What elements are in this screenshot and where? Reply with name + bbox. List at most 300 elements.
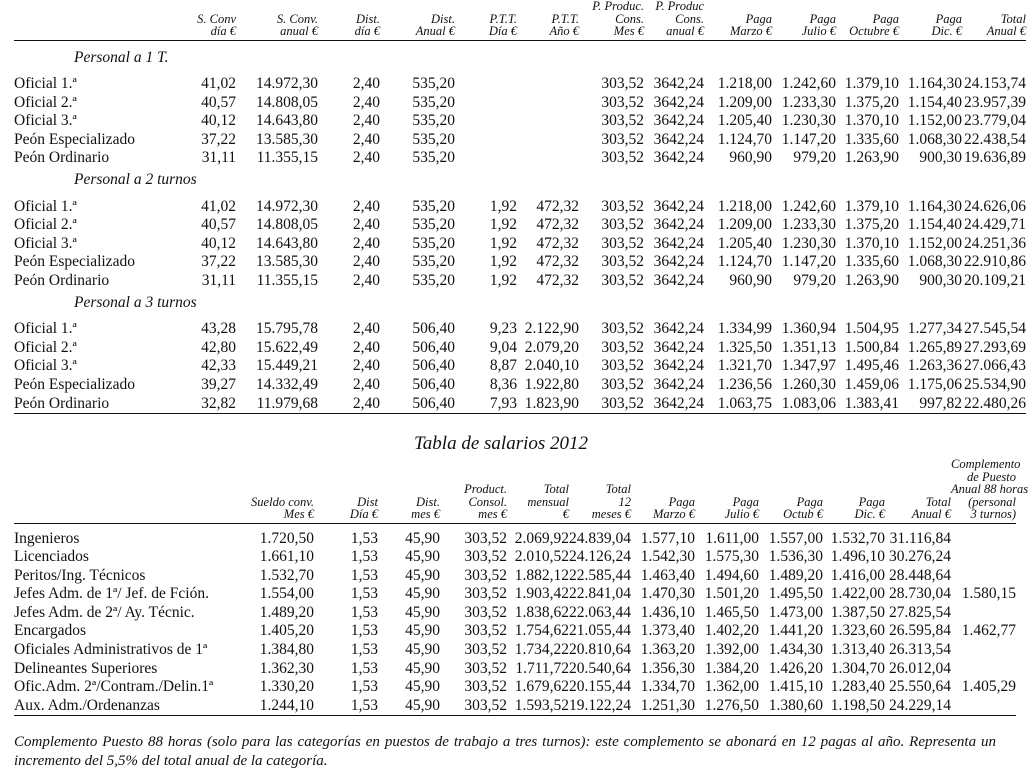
table-row [14,94,1026,113]
table-cell: 900,30 [919,149,962,167]
table-cell [951,641,1016,660]
table-cell: 31,11 [201,272,236,290]
table-cell: 24.429,71 [964,216,1026,234]
column-header: S. Conv. anual € [236,0,318,40]
table-cell: 1.462,77 [961,622,1016,640]
table-cell: 26.012,04 [889,659,951,677]
table-cell: 1,53 [350,641,378,659]
table-cell: 1.209,00 [717,93,772,111]
table-cell: 1.384,20 [704,659,759,677]
table-cell: 1.500,84 [844,338,899,356]
table-cell: 1.387,50 [830,603,885,621]
table-cell: 1.265,89 [907,338,962,356]
table-cell: 14.808,05 [256,216,318,234]
table-cell: 1.370,10 [844,234,899,252]
table-cell: 1.205,40 [717,112,772,130]
column-header: Total mensual € [507,458,569,523]
table-cell: 11.979,68 [236,395,318,414]
table-cell: 22.841,04 [569,585,631,603]
table-cell: 42,80 [201,338,236,356]
table-cell: 9,23 [489,320,517,338]
table-cell: 535,20 [412,93,455,111]
table-cell: 1.242,60 [781,75,836,93]
table-cell: 14.643,80 [256,234,318,252]
table-cell: 2,40 [352,272,380,290]
table-cell: 14.808,05 [256,93,318,111]
row-label: Oficial 3.ª [14,112,77,130]
table-cell [951,660,1016,679]
table-cell: 22.910,86 [964,253,1026,271]
table-cell: 14.332,49 [256,376,318,393]
table-cell: 45,90 [405,603,440,621]
row-label: Aux. Adm./Ordenanzas [14,697,224,716]
table-cell: 1.147,20 [781,130,836,148]
table-cell: 45,90 [405,529,440,547]
row-label: Jefes Adm. de 2ª/ Ay. Técnic. [14,603,195,621]
table-cell: 1.263,90 [844,272,899,290]
table-cell: 1.154,40 [907,93,962,111]
table-cell: 7,93 [455,395,517,414]
table-cell: 303,52 [464,529,507,547]
table-cell: 1.251,30 [631,697,695,716]
table-cell: 3642,24 [653,376,704,393]
table-cell: 1.823,90 [517,395,579,414]
table-cell: 303,52 [601,320,644,338]
table-cell [951,697,1016,716]
table-cell: 32,82 [190,395,236,414]
table-cell: 1,53 [350,659,378,677]
column-header: Dist. día € [318,0,380,40]
table-row [14,641,1016,660]
table-cell: 23.779,04 [964,112,1026,130]
table-cell: 535,20 [412,234,455,252]
table-cell: 960,90 [729,149,772,167]
table-cell: 1,53 [350,529,378,547]
table-cell: 45,90 [405,641,440,659]
row-label: Peón Especializado [14,130,135,148]
table-row [14,131,1026,150]
table-cell: 1.260,30 [781,376,836,393]
table-cell: 506,40 [412,376,455,393]
column-header: Total 12 meses € [569,458,631,523]
table-cell: 303,52 [601,149,644,167]
table-cell: 15.795,78 [256,320,318,338]
table-cell: 1.276,50 [695,697,759,716]
table-cell: 1.495,46 [844,357,899,375]
column-header: Paga Marzo € [631,458,695,523]
table-cell: 535,20 [412,112,455,130]
table-cell: 1,53 [350,566,378,584]
table-cell: 45,90 [405,566,440,584]
table-cell: 3642,24 [653,149,704,167]
table-cell: 1.470,30 [640,585,695,603]
table-cell: 27.825,54 [889,603,951,621]
table-cell: 24.126,24 [569,548,631,566]
table-cell: 22.585,44 [569,566,631,584]
table-cell: 25.550,64 [889,678,951,696]
table-row [14,339,1026,358]
table-row [14,112,1026,131]
row-label: Oficial 2.ª [14,338,77,356]
table-cell: 27.545,54 [964,320,1026,338]
table-row [14,272,1026,291]
table-cell: 1.263,90 [844,149,899,167]
table-cell: 1.392,00 [704,641,759,659]
column-header: Complemento de Puesto Anual 88 horas (personal 3 turnos) [951,457,1028,521]
table-row [14,697,1016,716]
table-row [14,530,1016,549]
column-header: Paga Octub € [759,458,823,523]
table-cell: 41,02 [201,75,236,93]
table-cell: 303,52 [440,697,507,716]
table-cell: 14.972,30 [256,197,318,215]
table-cell: 2,40 [352,149,380,167]
table-row [14,604,1016,623]
table-cell: 3642,24 [653,338,704,356]
table-cell [517,149,579,168]
table-cell: 15.449,21 [256,357,318,375]
table-cell: 26.595,84 [889,622,951,640]
table-cell: 1,53 [314,697,378,716]
table-cell: 2.010,52 [514,548,569,566]
table-row [14,585,1016,604]
table-cell: 1,53 [350,548,378,566]
table-cell [455,75,517,94]
table-cell: 14.643,80 [256,112,318,130]
table-cell: 40,57 [201,216,236,234]
table-cell: 1.325,50 [717,338,772,356]
table-cell: 45,90 [405,622,440,640]
table-cell: 1.218,00 [717,75,772,93]
column-header: Paga Dic. € [899,0,962,40]
table-row [14,216,1026,235]
table-cell: 42,33 [201,357,236,375]
table-row [14,320,1026,339]
table-cell: 303,52 [601,338,644,356]
table-cell: 1.313,40 [830,641,885,659]
table-cell: 303,52 [601,253,644,271]
table-cell: 15.622,49 [256,338,318,356]
column-header: Sueldo conv. Mes € [224,458,314,523]
column-header: Paga Marzo € [704,0,772,40]
column-header: P. Produc Cons. anual € [644,0,704,40]
table-cell: 1.124,70 [717,253,772,271]
table-cell: 1,53 [350,585,378,603]
table-cell: 1,53 [350,678,378,696]
table-cell [951,530,1016,549]
table-cell: 1.882,12 [514,566,569,584]
table-cell: 20.810,64 [569,641,631,659]
table-cell: 979,20 [793,272,836,290]
table-cell: 2.079,20 [524,338,579,356]
table-row [14,357,1026,376]
table-row [14,548,1016,567]
table-cell: 1.379,10 [844,75,899,93]
table-cell [951,548,1016,567]
table-cell: 1.083,06 [772,395,836,414]
table-cell: 1.244,10 [224,697,314,716]
table-row [14,235,1026,254]
table-cell: 506,40 [380,395,455,414]
table-cell [951,604,1016,623]
table-row [14,622,1016,641]
table-cell: 24.251,36 [964,234,1026,252]
table-cell: 997,82 [899,395,962,414]
row-label: Oficial 3.ª [14,234,77,252]
table-cell: 535,20 [412,130,455,148]
row-label: Oficial 1.ª [14,75,77,93]
table-cell: 1.383,41 [836,395,899,414]
table-cell: 45,90 [405,548,440,566]
table-cell: 2,40 [352,234,380,252]
table-cell: 1.233,30 [781,216,836,234]
column-header: Paga Julio € [695,458,759,523]
table-cell: 3642,24 [653,197,704,215]
table-cell: 1,92 [489,272,517,290]
table-cell: 31,11 [201,149,236,167]
table-cell: 1.575,30 [704,548,759,566]
row-label: Peón Ordinario [14,272,110,290]
table-cell: 1.152,00 [907,234,962,252]
table-cell: 303,52 [464,678,507,696]
table-cell: 1.434,30 [768,641,823,659]
table-cell: 1.557,00 [768,529,823,547]
table-cell: 2,40 [352,253,380,271]
table-cell: 1.489,20 [259,603,314,621]
table-cell: 3642,24 [653,216,704,234]
column-header: Total Anual € [962,0,1026,40]
table-cell: 2,40 [352,75,380,93]
table-cell: 303,52 [464,566,507,584]
table-cell: 41,02 [201,197,236,215]
table-row [14,253,1026,272]
table-row [14,660,1016,679]
row-label: Peón Especializado [14,376,135,393]
column-header: P. Produc. Cons. Mes € [579,0,644,40]
table-cell: 22.063,44 [569,603,631,621]
table-cell: 1.164,30 [907,197,962,215]
table-cell: 23.957,39 [964,93,1026,111]
column-header: P.T.T. Día € [455,0,517,40]
table-cell: 303,52 [464,603,507,621]
table-cell: 472,32 [536,234,579,252]
table-cell: 1.230,30 [781,234,836,252]
table-cell: 3642,24 [653,320,704,338]
table-cell [951,567,1016,586]
row-label: Peón Ordinario [14,395,190,414]
table-cell: 1.347,97 [781,357,836,375]
table-cell: 13.585,30 [256,130,318,148]
table-cell: 3642,24 [653,253,704,271]
table-cell: 1.473,00 [768,603,823,621]
table-cell [455,112,517,131]
column-header: Total Anual € [885,458,951,523]
table-cell: 37,22 [201,130,236,148]
table-cell: 1.218,00 [717,197,772,215]
table-cell: 20.155,44 [569,678,631,696]
table-cell: 472,32 [536,272,579,290]
table-cell: 303,52 [601,75,644,93]
row-label: Oficial 3.ª [14,357,77,375]
table-cell: 1.360,94 [781,320,836,338]
table-cell: 1.335,60 [844,253,899,271]
table-cell: 24.229,14 [885,697,951,716]
table-cell: 303,52 [464,585,507,603]
table-cell: 303,52 [601,376,644,393]
table-cell: 2,40 [352,130,380,148]
table-cell: 1.277,34 [907,320,962,338]
column-header: Paga Dic. € [823,458,885,523]
table-cell [517,131,579,150]
table-cell: 1.903,42 [514,585,569,603]
table-cell: 27.293,69 [964,338,1026,356]
table-cell: 8,87 [489,357,517,375]
table-cell: 303,52 [601,216,644,234]
table-cell: 45,90 [378,697,440,716]
table-cell: 1.463,40 [640,566,695,584]
table-cell: 1.263,36 [907,357,962,375]
table-cell: 1.147,20 [781,253,836,271]
table-cell: 506,40 [412,320,455,338]
table-cell: 1,92 [489,234,517,252]
table-cell: 1.323,60 [830,622,885,640]
column-header: Dist. Anual € [380,0,455,40]
table-cell: 40,57 [201,93,236,111]
table-cell: 1.501,20 [704,585,759,603]
table-cell: 1.321,70 [717,357,772,375]
table-cell [517,94,579,113]
table-title: Tabla de salarios 2012 [413,433,589,454]
table-cell: 1,53 [350,622,378,640]
table-cell: 1.494,60 [704,566,759,584]
table-cell: 1.504,95 [844,320,899,338]
table-cell: 1.063,75 [704,395,772,414]
table-cell: 1.405,20 [259,622,314,640]
table-cell: 22.480,26 [962,395,1026,414]
table-cell: 303,52 [464,641,507,659]
table-cell: 506,40 [412,357,455,375]
row-label: Oficial 1.ª [14,320,77,338]
table-cell: 11.355,15 [256,272,318,290]
table-cell: 1.384,80 [259,641,314,659]
table-cell: 37,22 [201,253,236,271]
section-title: Personal a 1 T. [74,48,169,66]
table-cell: 45,90 [405,678,440,696]
table-cell: 45,90 [405,659,440,677]
table-cell: 303,52 [601,130,644,148]
table-cell: 1.334,70 [640,678,695,696]
table-cell: 1.304,70 [830,659,885,677]
table-cell: 1.426,20 [768,659,823,677]
table-cell: 535,20 [412,149,455,167]
table-cell: 1.496,10 [830,548,885,566]
table-cell: 1.283,40 [830,678,885,696]
column-header: Paga Octubre € [836,0,899,40]
column-header: S. Conv día € [190,0,236,40]
table-cell: 1.362,30 [259,659,314,677]
table-cell: 1.536,30 [768,548,823,566]
table-cell: 1.152,00 [907,112,962,130]
table-cell: 1.154,40 [907,216,962,234]
table-cell: 506,40 [412,338,455,356]
row-label: Ingenieros [14,529,80,547]
table-cell: 1.236,56 [717,376,772,393]
table-cell [455,94,517,113]
column-header: P.T.T. Año € [517,0,579,40]
table-cell: 1.754,62 [514,622,569,640]
table-cell: 3642,24 [653,357,704,375]
table-cell: 19.122,24 [569,697,631,716]
table-cell: 1.593,52 [507,697,569,716]
salary-table-shifts [14,0,1026,414]
table-cell: 1,92 [489,197,517,215]
table-cell: 535,20 [412,216,455,234]
row-label: Peón Ordinario [14,149,110,167]
table-cell: 2,40 [352,112,380,130]
table-cell: 20.109,21 [964,272,1026,290]
table-cell: 535,20 [412,272,455,290]
table-cell: 3642,24 [653,234,704,252]
row-label: Licenciados [14,548,89,566]
table-cell: 535,20 [412,75,455,93]
table-cell: 303,52 [601,234,644,252]
table-cell: 1.068,30 [907,130,962,148]
table-cell: 2,40 [352,197,380,215]
table-cell: 1.379,10 [844,197,899,215]
table-cell: 1.205,40 [717,234,772,252]
table-cell: 20.540,64 [569,659,631,677]
table-cell: 43,28 [201,320,236,338]
table-cell: 1.209,00 [717,216,772,234]
table-cell: 1,92 [489,253,517,271]
table-row [14,678,1016,697]
table-cell [517,75,579,94]
table-cell: 472,32 [536,197,579,215]
salary-table-2012 [14,457,1028,716]
table-cell: 1.580,15 [961,585,1016,603]
table-cell: 3642,24 [653,93,704,111]
table-cell: 21.055,44 [569,622,631,640]
table-cell: 1.370,10 [844,112,899,130]
column-header: Paga Julio € [772,0,836,40]
table-cell: 26.313,54 [889,641,951,659]
table-cell: 25.534,90 [964,376,1026,393]
table-cell: 3642,24 [653,130,704,148]
table-cell: 1.233,30 [781,93,836,111]
row-label: Jefes Adm. de 1ª/ Jef. de Fción. [14,585,209,603]
table-cell: 303,52 [601,197,644,215]
table-cell: 1.441,20 [768,622,823,640]
table-cell: 40,12 [201,234,236,252]
table-cell: 1.554,00 [259,585,314,603]
table-cell: 2,40 [352,320,380,338]
table-cell: 1.068,30 [907,253,962,271]
row-label: Oficiales Administrativos de 1ª [14,641,208,659]
table-cell: 1.532,70 [259,566,314,584]
table-cell: 2,40 [352,357,380,375]
table-cell: 13.585,30 [256,253,318,271]
column-header [14,0,190,40]
table-cell: 1.375,20 [844,216,899,234]
table-cell: 1.380,60 [759,697,823,716]
table-cell: 2,40 [318,395,380,414]
table-cell: 979,20 [793,149,836,167]
table-cell: 1.422,00 [830,585,885,603]
table-cell: 303,52 [579,395,644,414]
table-row [14,75,1026,94]
table-cell [455,149,517,168]
table-cell: 39,27 [201,376,236,393]
